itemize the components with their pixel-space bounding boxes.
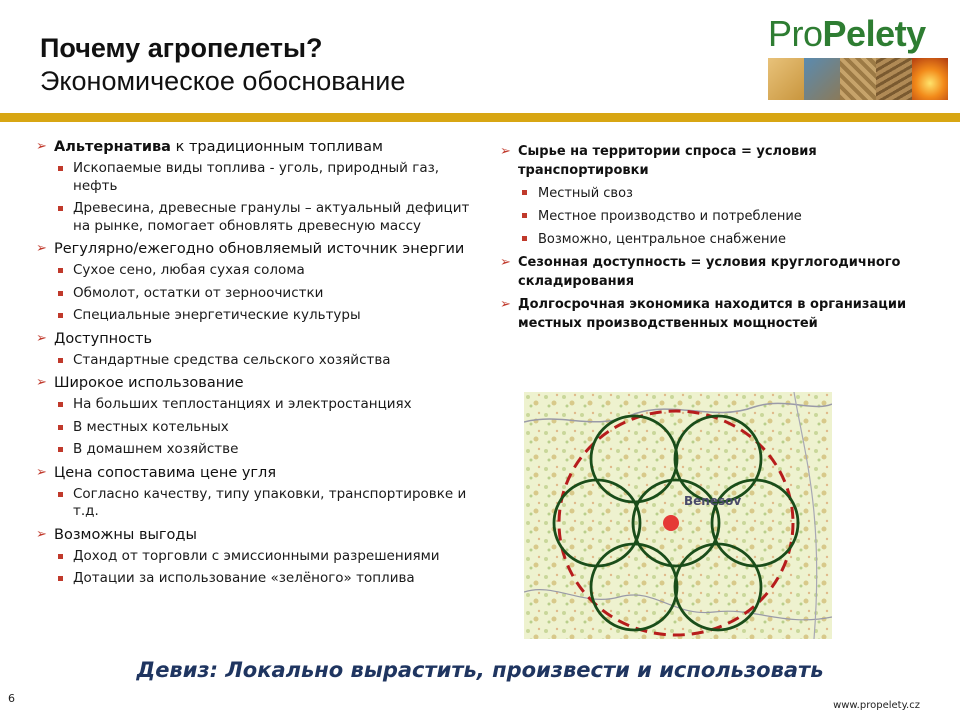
bullet-renewable: ➢ Регулярно/ежегодно обновляемый источник энергии <box>36 240 486 258</box>
fire-image <box>912 58 948 100</box>
sub-bullet: Согласно качеству, типу упаковки, транспортировке и т.д. <box>36 486 486 521</box>
sub-bullet: Возможно, центральное снабжение <box>500 230 930 249</box>
pellets-closeup-image <box>876 58 912 100</box>
map-town-label: Benesov <box>684 494 742 508</box>
left-column <box>36 138 486 593</box>
logo-part-pro: Pro <box>768 13 823 54</box>
header-divider <box>0 113 960 122</box>
map-graphic <box>524 392 832 639</box>
center-marker <box>663 515 679 531</box>
bullet-seasonal: ➢ Сезонная доступность = условия круглогодичного складирования <box>500 253 930 291</box>
bullet-price: ➢ Цена сопоставима цене угля <box>36 464 486 482</box>
sub-bullet: Стандартные средства сельского хозяйства <box>36 352 486 370</box>
sub-bullet: Древесина, древесные гранулы – актуальный дефицит на рынке, помогает обновлять древесную массу <box>36 200 486 235</box>
logo-photo-strip <box>768 58 948 100</box>
motto: Девиз: Локально вырастить, произвести и использовать <box>136 658 824 682</box>
slide-title: Почему агропелеты? <box>40 33 323 63</box>
sub-bullet: В местных котельных <box>36 419 486 437</box>
sub-bullet: Ископаемые виды топлива - уголь, природный газ, нефть <box>36 160 486 195</box>
website-url[interactable]: www.propelety.cz <box>833 700 920 711</box>
sub-bullet: В домашнем хозяйстве <box>36 441 486 459</box>
bullet-long-term: ➢ Долгосрочная экономика находится в организации местных производственных мощностей <box>500 295 930 333</box>
logo-part-pelety: Pelety <box>822 13 926 54</box>
bullet-raw-material: ➢ Сырье на территории спроса = условия транспортировки <box>500 142 930 180</box>
slide-subtitle: Экономическое обоснование <box>40 66 406 96</box>
bullet-availability: ➢ Доступность <box>36 330 486 348</box>
page-number: 6 <box>8 692 15 705</box>
bullet-alternative: ➢ Альтернатива к традиционным топливам <box>36 138 486 156</box>
machine-image <box>804 58 840 100</box>
hay-bale-image <box>768 58 804 100</box>
bullet-benefits: ➢ Возможны выгоды <box>36 526 486 544</box>
sub-bullet: На больших теплостанциях и электростанциях <box>36 396 486 414</box>
pellets-image <box>840 58 876 100</box>
sub-bullet: Местный своз <box>500 184 930 203</box>
right-column <box>500 142 930 337</box>
title-block <box>40 32 405 98</box>
propelety-logo <box>768 14 948 100</box>
sub-bullet: Сухое сено, любая сухая солома <box>36 262 486 280</box>
bullet-wide-use: ➢ Широкое использование <box>36 374 486 392</box>
logo-wordmark <box>768 14 948 54</box>
sub-bullet: Обмолот, остатки от зерноочистки <box>36 285 486 303</box>
regional-map <box>524 392 832 639</box>
sub-bullet: Специальные энергетические культуры <box>36 307 486 325</box>
sub-bullet: Местное производство и потребление <box>500 207 930 226</box>
sub-bullet: Доход от торговли с эмиссионными разрешениями <box>36 548 486 566</box>
sub-bullet: Дотации за использование «зелёного» топлива <box>36 570 486 588</box>
